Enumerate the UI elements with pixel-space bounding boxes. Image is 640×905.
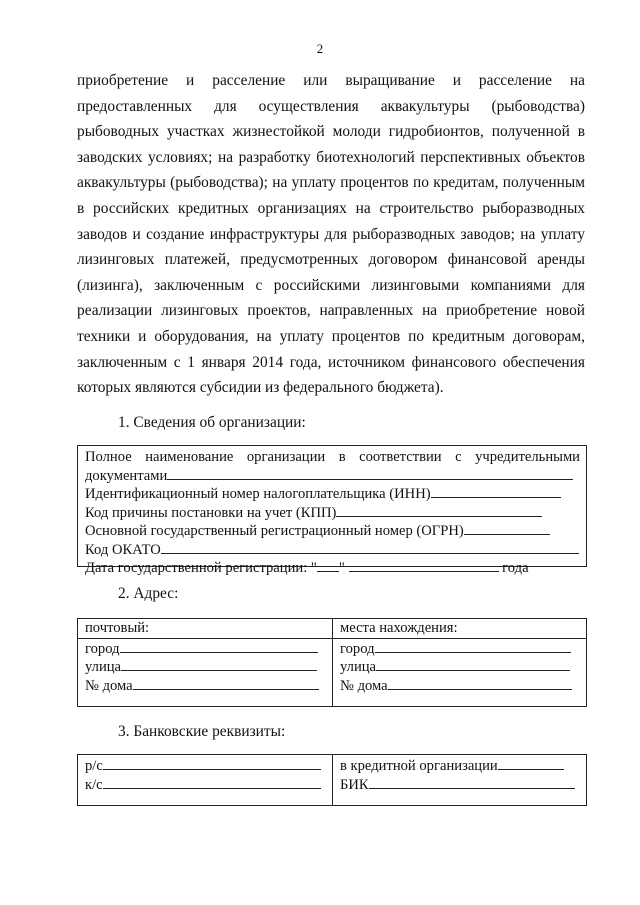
location-address-column <box>332 619 586 706</box>
intro-line: которых являются субсидии из федерального бюджета). <box>77 379 444 397</box>
organization-info-box <box>77 445 587 576</box>
ogrn-field[interactable] <box>464 521 550 535</box>
intro-line: заводских условиях; на разработку биотехнологий перспективных объектов <box>77 148 585 166</box>
bik-label: БИК <box>340 776 369 793</box>
intro-line: рыбоводных участках жизнестойкой молоди гидробионтов, полученной в <box>77 123 585 141</box>
rs-label: р/с <box>85 758 103 774</box>
section-heading-organization: 1. Сведения об организации: <box>118 414 306 431</box>
reg-date-row <box>85 558 580 577</box>
postal-address-column <box>78 619 332 706</box>
intro-line: аквакультуры (рыбоводства); на уплату процентов по кредитам, полученным <box>77 174 585 192</box>
location-house-label: № дома <box>340 677 388 694</box>
bank-right-column <box>332 755 586 805</box>
reg-month-year-field[interactable] <box>349 558 499 572</box>
location-house-field[interactable] <box>388 676 572 690</box>
ogrn-label: Основной государственный регистрационный номер (ОГРН) <box>85 523 464 539</box>
postal-street-field[interactable] <box>121 657 317 671</box>
reg-date-label: Дата государственной регистрации: " <box>85 560 317 576</box>
location-city-field[interactable] <box>375 639 571 653</box>
ks-field[interactable] <box>103 775 321 789</box>
intro-line: (лизинга), заключенным с российскими лизинговыми компаниями для <box>77 276 585 294</box>
location-city-label: город <box>340 640 375 657</box>
intro-line: предоставленных для осуществления аквакультуры (рыбоводства) <box>77 97 585 115</box>
kpp-field[interactable] <box>336 503 542 517</box>
bank-org-field[interactable] <box>498 756 564 770</box>
kpp-label: Код причины постановки на учет (КПП) <box>85 504 337 521</box>
bank-org-label: в кредитной организации <box>340 758 498 774</box>
postal-header: почтовый: <box>78 620 332 639</box>
location-street-field[interactable] <box>376 657 570 671</box>
intro-line: техники и оборудования, на уплату процентов по кредитным договорам, <box>77 327 585 345</box>
ogrn-row <box>85 521 580 540</box>
documents-label: документами <box>85 467 168 484</box>
full-name-field[interactable] <box>167 466 573 480</box>
ks-label: к/с <box>85 776 103 793</box>
inn-row <box>85 484 580 503</box>
full-name-label: Полное наименование организации в соответствии с учредительными <box>85 449 580 465</box>
inn-field[interactable] <box>431 484 561 498</box>
intro-line: заводов и создание инфраструктуры для рыборазводных заводов; на уплату <box>77 225 585 243</box>
page-number: 2 <box>316 41 324 56</box>
okato-label: Код ОКАТО <box>85 541 161 558</box>
bank-left-column <box>78 755 332 805</box>
bank-details-box <box>77 754 587 806</box>
documents-row <box>85 466 580 485</box>
bik-field[interactable] <box>369 775 575 789</box>
reg-date-quote: " <box>338 560 345 576</box>
kpp-row <box>85 503 580 522</box>
postal-house-field[interactable] <box>133 676 319 690</box>
postal-street-label: улица <box>85 659 122 675</box>
reg-year-label: года <box>502 560 529 576</box>
intro-line: в российских кредитных организациях на строительство рыборазводных <box>77 199 585 217</box>
address-box <box>77 618 587 707</box>
intro-line: заключенным с 1 января 2014 года, источником финансового обеспечения <box>77 353 585 371</box>
okato-field[interactable] <box>161 540 579 554</box>
postal-house-label: № дома <box>85 677 133 694</box>
intro-paragraph <box>77 68 585 401</box>
location-street-label: улица <box>340 659 377 675</box>
section-heading-address: 2. Адрес: <box>118 585 179 602</box>
postal-city-label: город <box>85 640 120 657</box>
intro-line: приобретение и расселение или выращивание и расселение на <box>77 72 585 89</box>
okato-row <box>85 540 580 559</box>
section-heading-bank: 3. Банковские реквизиты: <box>118 723 286 740</box>
rs-field[interactable] <box>103 756 321 770</box>
intro-line: реализации лизинговых проектов, направленных на приобретение новой <box>77 302 585 320</box>
postal-city-field[interactable] <box>120 639 318 653</box>
intro-line: лизинговых платежей, предусмотренных договором финансовой аренды <box>77 251 585 269</box>
reg-day-field[interactable] <box>317 558 339 572</box>
inn-label: Идентификационный номер налогоплательщика (ИНН) <box>85 486 431 502</box>
location-header: места нахождения: <box>333 620 586 639</box>
